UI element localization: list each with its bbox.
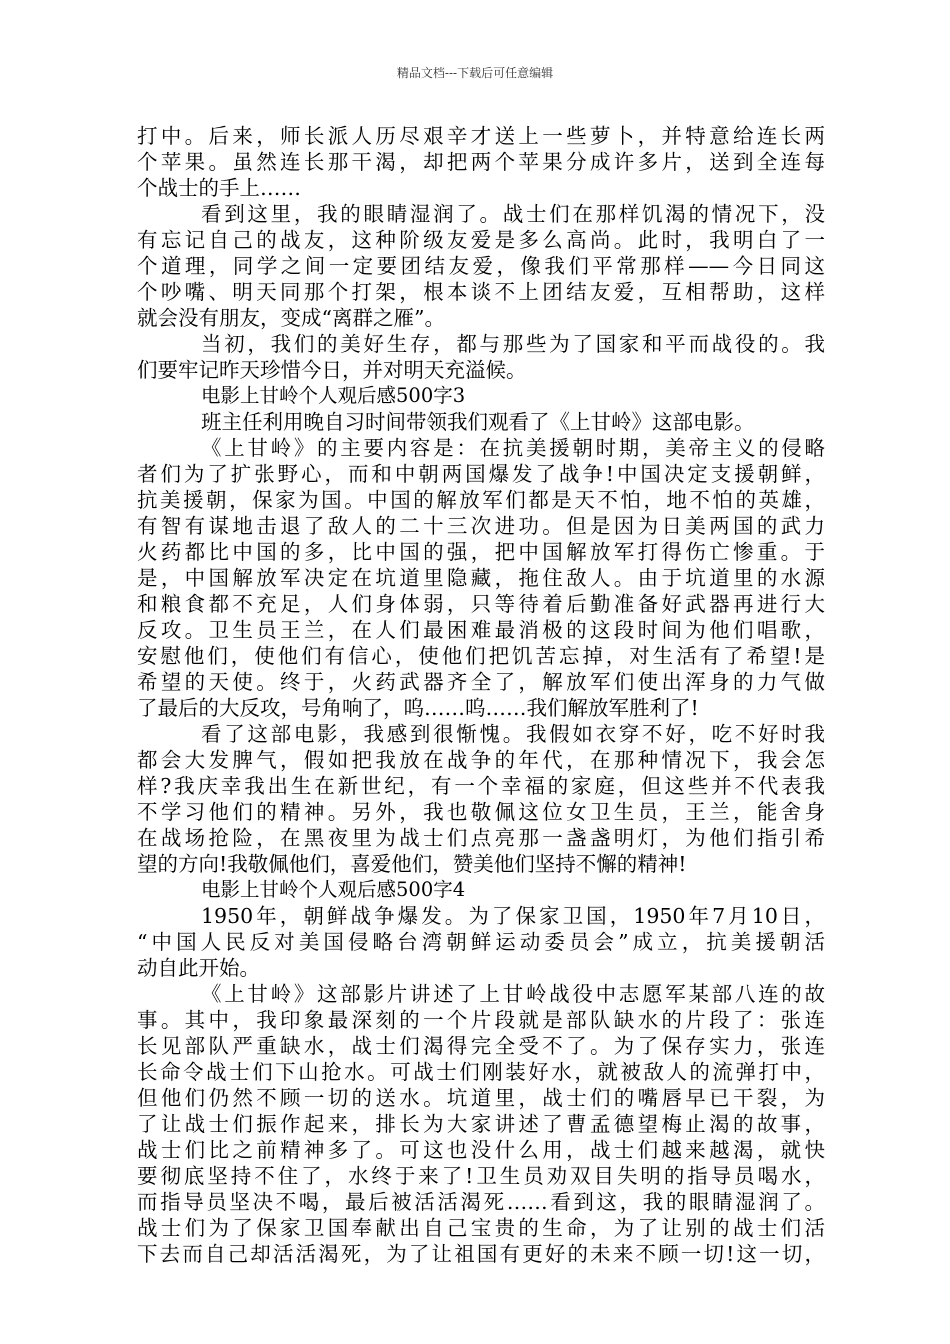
text-line: 动自此开始。 [137, 956, 260, 980]
text-line: 长见部队严重缺水，战士们渴得完全受不了。为了保存实力，张连 [137, 1034, 825, 1058]
text-line: 们要牢记昨天珍惜今日，并对明天充溢候。 [137, 358, 527, 382]
text-line: 而指导员坚决不喝，最后被活活渴死……看到这，我的眼睛湿润了。 [137, 1190, 825, 1214]
text-line: 长命令战士们下山抢水。可战士们刚装好水，就被敌人的流弹打中， [137, 1060, 825, 1084]
text-line: 火药都比中国的多，比中国的强，把中国解放军打得伤亡惨重。于 [137, 540, 825, 564]
text-line: 《上甘岭》这部影片讲述了上甘岭战役中志愿军某部八连的故 [201, 982, 825, 1006]
text-line: 1950年，朝鲜战争爆发。为了保家卫国，1950年7月10日， [201, 904, 825, 928]
text-line: 在战场抢险，在黑夜里为战士们点亮那一盏盏明灯，为他们指引希 [137, 826, 825, 850]
text-line: 要彻底坚持不住了，水终于来了!卫生员劝双目失明的指导员喝水， [137, 1164, 825, 1188]
text-line: 看到这里，我的眼睛湿润了。战士们在那样饥渴的情况下，没 [201, 202, 825, 226]
text-line: 了让战士们振作起来，排长为大家讲述了曹孟德望梅止渴的故事， [137, 1112, 825, 1136]
text-line: 和粮食都不充足，人们身体弱，只等待着后勤准备好武器再进行大 [137, 592, 825, 616]
text-line: 就会没有朋友，变成“离群之雁”。 [137, 306, 445, 330]
text-line: 希望的天使。终于，火药武器齐全了，解放军们使出浑身的力气做 [137, 670, 825, 694]
text-line: 有智有谋地击退了敌人的二十三次进功。但是因为日美两国的武力 [137, 514, 825, 538]
text-line: 看了这部电影，我感到很惭愧。我假如衣穿不好，吃不好时我 [201, 722, 825, 746]
text-line: 个吵嘴、明天同那个打架，根本谈不上团结友爱，互相帮助，这样 [137, 280, 825, 304]
text-line: 个道理，同学之间一定要团结友爱，像我们平常那样——今日同这 [137, 254, 825, 278]
text-line: 《上甘岭》的主要内容是：在抗美援朝时期，美帝主义的侵略 [201, 436, 825, 460]
text-line: 是，中国解放军决定在坑道里隐藏，拖住敌人。由于坑道里的水源 [137, 566, 825, 590]
text-line: 但他们仍然不顾一切的送水。坑道里，战士们的嘴唇早已干裂，为 [137, 1086, 825, 1110]
text-line: 抗美援朝，保家为国。中国的解放军们都是天不怕，地不怕的英雄， [137, 488, 825, 512]
text-line: 班主任利用晚自习时间带领我们观看了《上甘岭》这部电影。 [201, 410, 755, 434]
text-line: 有忘记自己的战友，这种阶级友爱是多么高尚。此时，我明白了一 [137, 228, 825, 252]
text-line: 下去而自己却活活渴死，为了让祖国有更好的未来不顾一切!这一切， [137, 1242, 825, 1266]
page-header: 精品文档---下载后可任意编辑 [396, 66, 554, 80]
section-heading: 电影上甘岭个人观后感500字4 [201, 878, 466, 901]
text-line: 都会大发脾气，假如把我放在战争的年代，在那种情况下，我会怎 [137, 748, 825, 772]
text-line: 安慰他们，使他们有信心，使他们把饥苦忘掉，对生活有了希望!是 [137, 644, 825, 668]
text-line: 反攻。卫生员王兰，在人们最困难最消极的这段时间为他们唱歌， [137, 618, 825, 642]
text-line: 不学习他们的精神。另外，我也敬佩这位女卫生员，王兰，能舍身 [137, 800, 825, 824]
text-line: 者们为了扩张野心，而和中朝两国爆发了战争!中国决定支援朝鲜， [137, 462, 825, 486]
text-line: “中国人民反对美国侵略台湾朝鲜运动委员会”成立，抗美援朝活 [137, 930, 825, 954]
text-line: 战士们为了保家卫国奉献出自己宝贵的生命，为了让别的战士们活 [137, 1216, 825, 1240]
section-heading: 电影上甘岭个人观后感500字3 [201, 384, 466, 407]
text-line: 个苹果。虽然连长那干渴，却把两个苹果分成许多片，送到全连每 [137, 150, 825, 174]
text-line: 样?我庆幸我出生在新世纪，有一个幸福的家庭，但这些并不代表我 [137, 774, 825, 798]
text-line: 望的方向!我敬佩他们，喜爱他们，赞美他们坚持不懈的精神! [137, 852, 687, 876]
text-line: 当初，我们的美好生存，都与那些为了国家和平而战役的。我 [201, 332, 825, 356]
text-line: 个战士的手上…… [137, 176, 301, 200]
text-line: 了最后的大反攻，号角响了，呜……呜……我们解放军胜利了! [137, 696, 699, 720]
text-line: 战士们比之前精神多了。可这也没什么用，战士们越来越渴，就快 [137, 1138, 825, 1162]
text-line: 事。其中，我印象最深刻的一个片段就是部队缺水的片段了：张连 [137, 1008, 825, 1032]
document-body [137, 123, 825, 1267]
text-line: 打中。后来，师长派人历尽艰辛才送上一些萝卜，并特意给连长两 [137, 124, 825, 148]
